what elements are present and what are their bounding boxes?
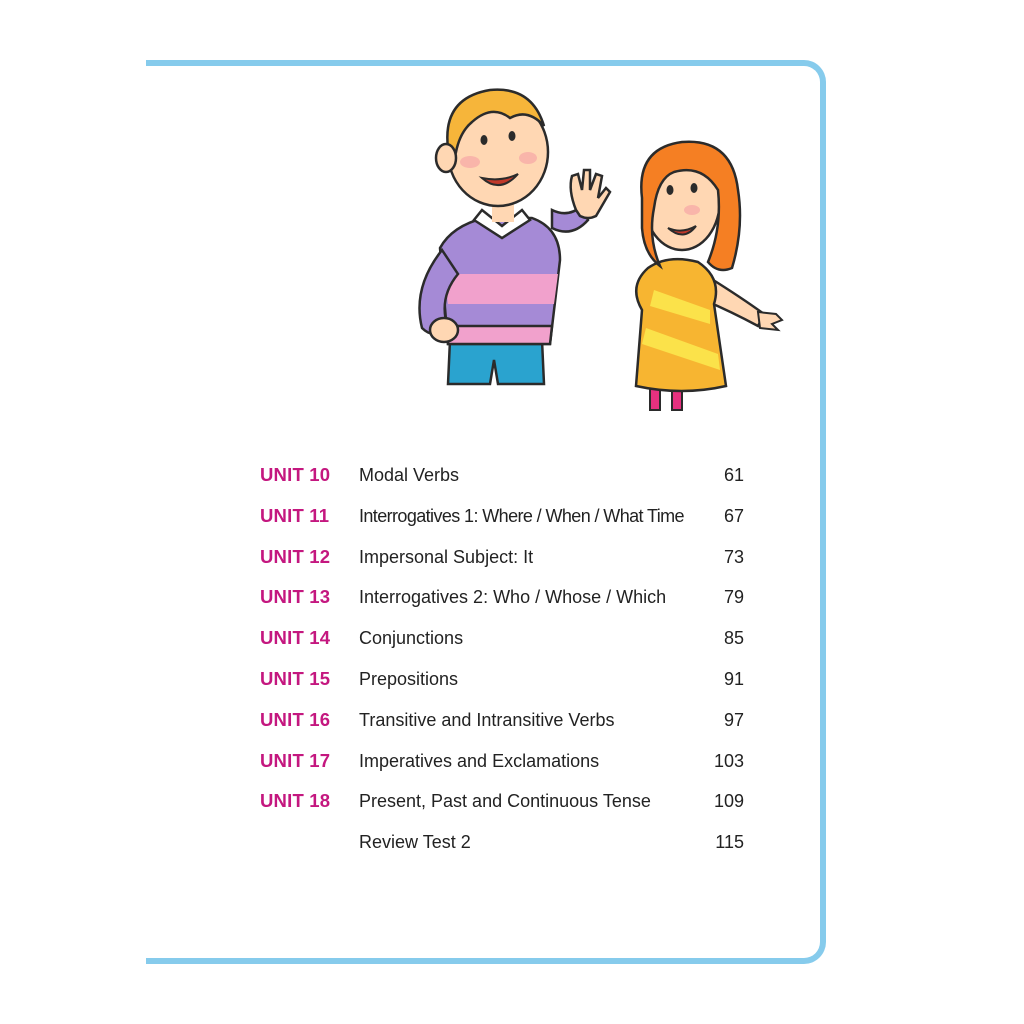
- unit-title: Present, Past and Continuous Tense: [359, 791, 651, 812]
- page-number: 85: [723, 628, 744, 649]
- toc-row[interactable]: [260, 781, 746, 822]
- unit-label: UNIT 11: [260, 504, 330, 526]
- page-number: 67: [723, 505, 744, 526]
- unit-label: UNIT 10: [260, 464, 331, 485]
- unit-title: Interrogatives 2: Who / Whose / Which: [359, 587, 667, 608]
- unit-label: UNIT 18: [260, 790, 331, 812]
- unit-label: UNIT 12: [260, 545, 331, 567]
- page-number: 73: [723, 546, 744, 567]
- unit-title: Review Test 2: [359, 832, 471, 853]
- toc-row[interactable]: [260, 618, 746, 659]
- unit-title: Imperatives and Exclamations: [359, 750, 600, 771]
- unit-title: Conjunctions: [359, 628, 464, 649]
- unit-label: UNIT 14: [260, 627, 331, 649]
- children-illustration: [392, 78, 792, 420]
- page-number: 109: [713, 791, 744, 812]
- unit-title: Prepositions: [359, 668, 459, 689]
- girl-figure: [636, 142, 782, 410]
- unit-label: UNIT 15: [260, 667, 331, 689]
- table-of-contents: [260, 455, 746, 863]
- toc-row[interactable]: [260, 741, 746, 782]
- boy-figure: [420, 90, 611, 384]
- toc-row[interactable]: [260, 822, 746, 863]
- page-number: 91: [723, 668, 744, 689]
- page-number: 103: [713, 750, 744, 771]
- unit-label: UNIT 16: [260, 708, 331, 730]
- page-number: 115: [715, 832, 744, 853]
- unit-title: Interrogatives 1: Where / When / What Time: [359, 505, 684, 526]
- page-number: 97: [723, 709, 744, 730]
- page-number: 79: [723, 587, 744, 608]
- unit-label: UNIT 17: [260, 749, 331, 771]
- unit-title: Modal Verbs: [359, 465, 460, 485]
- toc-row[interactable]: [260, 537, 746, 578]
- page-number: 61: [723, 465, 744, 485]
- toc-row[interactable]: [260, 577, 746, 618]
- unit-title: Transitive and Intransitive Verbs: [359, 709, 615, 730]
- toc-row[interactable]: [260, 659, 746, 700]
- unit-label: UNIT 13: [260, 586, 331, 608]
- toc-row[interactable]: [260, 496, 746, 537]
- unit-title: Impersonal Subject: It: [359, 546, 534, 567]
- toc-row[interactable]: [260, 700, 746, 741]
- toc-row[interactable]: [260, 455, 746, 496]
